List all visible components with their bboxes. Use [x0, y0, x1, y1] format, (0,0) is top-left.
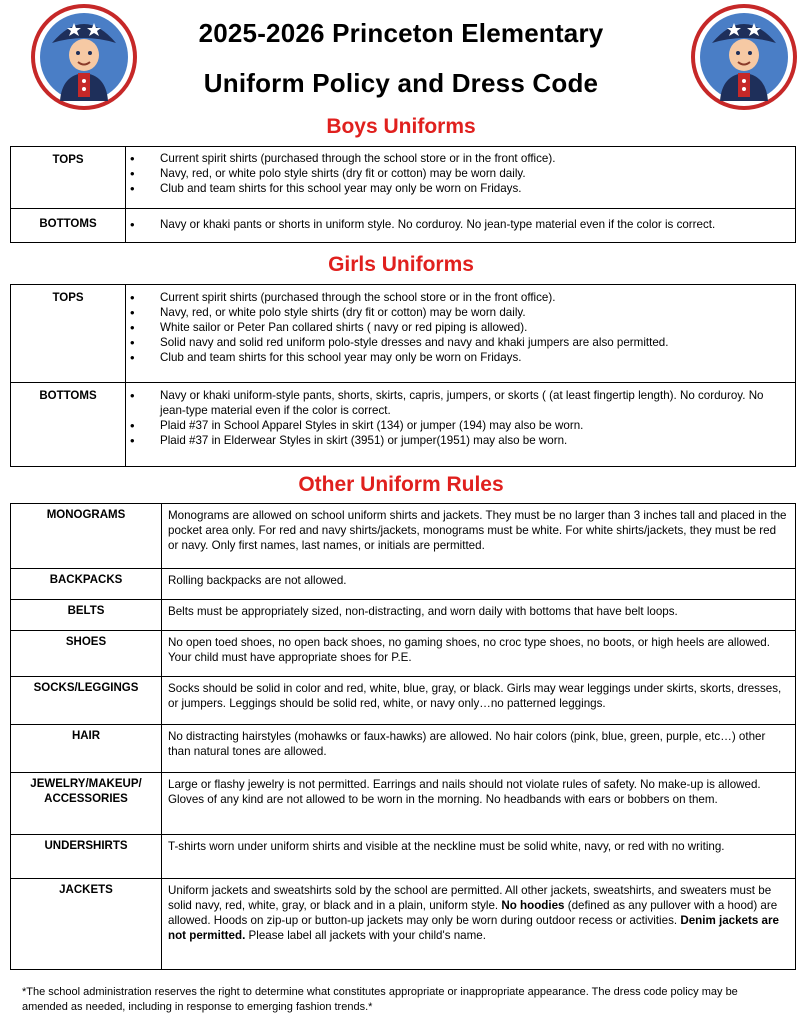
row-label-line: JEWELRY/MAKEUP/	[30, 778, 142, 790]
table-row	[11, 879, 796, 970]
row-content	[126, 209, 796, 243]
list-item: • Plaid #37 in Elderwear Styles in skirt (3951) or jumper(1951) may also be worn.	[160, 433, 791, 448]
list-item: • Navy or khaki pants or shorts in uniform style. No corduroy. No jean-type material even if the color is correct.	[160, 217, 791, 232]
row-label	[11, 773, 162, 835]
jackets-text: Uniform jackets and sweatshirts sold by the school are permitted. All other jackets, sweatshirts, and sweaters must be solid navy, red, white, gray, or black and in a plain, uniform style.	[168, 884, 772, 912]
jackets-bold-text: Denim jackets are not permitted.	[168, 914, 779, 942]
table-row	[11, 147, 796, 209]
table-row	[11, 569, 796, 600]
row-content	[126, 383, 796, 467]
page-title: 2025-2026 Princeton Elementary	[198, 18, 604, 48]
row-label: HAIR	[11, 725, 162, 773]
list-item: • Navy, red, or white polo style shirts (dry fit or cotton) may be worn daily.	[160, 305, 791, 320]
girls-uniforms-table	[10, 284, 796, 467]
footer-note: *The school administration reserves the right to determine what constitutes appropriate or inappropriate appearance. The dress code policy may be amended as needed, including in response to emerging fashion trends.*	[22, 986, 738, 1013]
page-subtitle: Uniform Policy and Dress Code	[203, 68, 599, 98]
table-row	[11, 725, 796, 773]
row-content	[126, 147, 796, 209]
bullet-list	[126, 388, 791, 448]
row-label: TOPS	[11, 147, 126, 209]
row-content: Rolling backpacks are not allowed.	[162, 569, 796, 600]
row-content	[126, 285, 796, 383]
row-content: T-shirts worn under uniform shirts and visible at the neckline must be solid white, navy, or red with no writing.	[162, 835, 796, 879]
table-row	[11, 504, 796, 569]
list-item: • Solid navy and solid red uniform polo-style dresses and navy and khaki jumpers are also permitted.	[160, 335, 791, 350]
row-label: MONOGRAMS	[11, 504, 162, 569]
row-label: BELTS	[11, 600, 162, 631]
row-label: UNDERSHIRTS	[11, 835, 162, 879]
jackets-bold-text: No hoodies	[501, 899, 565, 912]
list-item: • White sailor or Peter Pan collared shirts ( navy or red piping is allowed).	[160, 320, 791, 335]
list-item: • Current spirit shirts (purchased through the school store or in the front office).	[160, 290, 791, 305]
row-label: BOTTOMS	[11, 383, 126, 467]
bullet-list	[126, 217, 791, 232]
row-content	[162, 879, 796, 970]
table-row	[11, 677, 796, 725]
bullet-list	[126, 151, 791, 196]
table-row	[11, 773, 796, 835]
row-content: Monograms are allowed on school uniform shirts and jackets. They must be no larger than 3 inches tall and placed in the pocket area only. For red and navy shirts/jackets, monograms must be white. For white shirts/jackets, they must be red or navy. Only first names, last names, or initials are permitted.	[162, 504, 796, 569]
table-row	[11, 631, 796, 677]
row-content: Belts must be appropriately sized, non-distracting, and worn daily with bottoms that have belt loops.	[162, 600, 796, 631]
list-item: • Club and team shirts for this school year may only be worn on Fridays.	[160, 181, 791, 196]
table-row	[11, 600, 796, 631]
row-label: JACKETS	[11, 879, 162, 970]
girls-uniforms-heading: Girls Uniforms	[328, 253, 474, 276]
jackets-text: Please label all jackets with your child's name.	[245, 929, 486, 942]
row-label-line: ACCESSORIES	[44, 793, 128, 805]
boys-uniforms-heading: Boys Uniforms	[326, 115, 476, 138]
row-label: BACKPACKS	[11, 569, 162, 600]
other-rules-table	[10, 503, 796, 970]
table-row	[11, 835, 796, 879]
other-rules-heading: Other Uniform Rules	[298, 473, 504, 496]
row-label: BOTTOMS	[11, 209, 126, 243]
table-row	[11, 383, 796, 467]
row-content: No distracting hairstyles (mohawks or faux-hawks) are allowed. No hair colors (pink, blue, green, purple, etc…) other than natural tones are allowed.	[162, 725, 796, 773]
list-item: • Plaid #37 in School Apparel Styles in skirt (134) or jumper (194) may also be worn.	[160, 418, 791, 433]
jackets-text: (defined as any pullover with a hood) are allowed. Hoods on zip-up or button-up jackets may only be worn during outdoor recess or activities.	[168, 899, 778, 927]
row-content: Socks should be solid in color and red, white, blue, gray, or black. Girls may wear leggings under skirts, skorts, dresses, or jumpers. Leggings should be solid red, white, or navy only…no patterned leggings.	[162, 677, 796, 725]
row-content: No open toed shoes, no open back shoes, no gaming shoes, no croc type shoes, no boots, or high heels are allowed. Your child must have appropriate shoes for P.E.	[162, 631, 796, 677]
list-item: • Current spirit shirts (purchased through the school store or in the front office).	[160, 151, 791, 166]
row-content: Large or flashy jewelry is not permitted. Earrings and nails should not violate rules of safety. No make-up is allowed. Gloves of any kind are not allowed to be worn in the morning. No headbands with ears or bobbers on them.	[162, 773, 796, 835]
row-label: TOPS	[11, 285, 126, 383]
list-item: • Navy, red, or white polo style shirts (dry fit or cotton) may be worn daily.	[160, 166, 791, 181]
row-label: SHOES	[11, 631, 162, 677]
list-item: • Navy or khaki uniform-style pants, shorts, skirts, capris, jumpers, or skorts ( (at least fingertip length). No corduroy. No jean-type material even if the color is correct.	[160, 388, 791, 418]
table-row	[11, 285, 796, 383]
bullet-list	[126, 290, 791, 365]
row-label: SOCKS/LEGGINGS	[11, 677, 162, 725]
list-item: • Club and team shirts for this school year may only be worn on Fridays.	[160, 350, 791, 365]
boys-uniforms-table	[10, 146, 796, 243]
table-row	[11, 209, 796, 243]
